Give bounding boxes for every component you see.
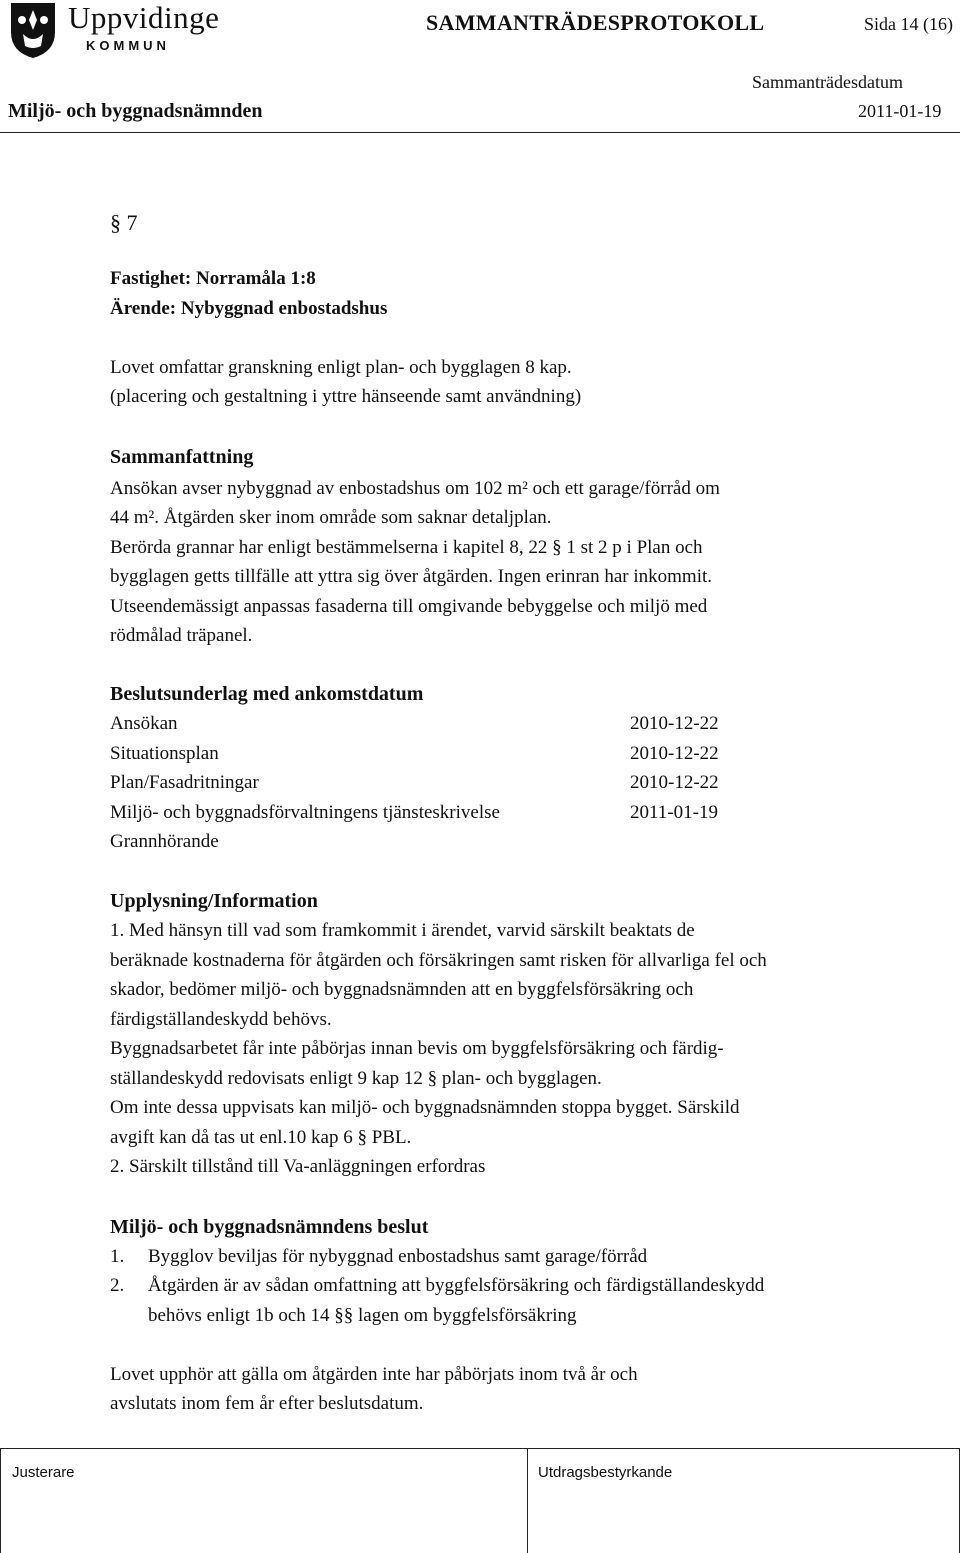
footer-box-edge: [0, 1448, 1, 1553]
decision-heading: Miljö- och byggnadsnämndens beslut: [110, 1216, 429, 1238]
committee-name: Miljö- och byggnadsnämnden: [8, 100, 263, 122]
information-line: 1. Med hänsyn till vad som framkommit i ärendet, varvid särskilt beaktats de: [110, 920, 695, 941]
coat-of-arms-icon: [8, 0, 58, 60]
document-date: 2010-12-22: [630, 743, 719, 764]
logo-subtitle: KOMMUN: [86, 38, 170, 53]
signatory-label: Justerare: [12, 1464, 75, 1481]
information-line: Om inte dessa uppvisats kan miljö- och byggnadsnämnden stoppa bygget. Särskild: [110, 1097, 740, 1118]
document-date: 2010-12-22: [630, 713, 719, 734]
summary-line: bygglagen getts tillfälle att yttra sig över åtgärden. Ingen erinran har inkommit.: [110, 566, 713, 587]
document-date: 2011-01-19: [630, 802, 718, 823]
document-name: Grannhörande: [110, 831, 219, 852]
summary-line: Utseendemässigt anpassas fasaderna till omgivande bebyggelse och miljö med: [110, 596, 708, 617]
document-name: Miljö- och byggnadsförvaltningens tjänsteskrivelse: [110, 802, 500, 823]
document-date: 2010-12-22: [630, 772, 719, 793]
summary-line: 44 m². Åtgärden sker inom område som saknar detaljplan.: [110, 507, 552, 528]
header-divider: [0, 132, 960, 133]
decision-text-continued: behövs enligt 1b och 14 §§ lagen om byggfelsförsäkring: [148, 1305, 577, 1326]
scope-line-2: (placering och gestaltning i yttre hänseende samt användning): [110, 386, 582, 407]
information-line: skador, bedömer miljö- och byggnadsnämnden att en byggfelsförsäkring och: [110, 979, 694, 1000]
document-name: Ansökan: [110, 713, 178, 734]
document-name: Plan/Fasadritningar: [110, 772, 259, 793]
extract-certification-label: Utdragsbestyrkande: [538, 1464, 673, 1481]
closing-line: Lovet upphör att gälla om åtgärden inte har påbörjats inom två år och: [110, 1364, 638, 1385]
document-name: Situationsplan: [110, 743, 219, 764]
decision-text: Bygglov beviljas för nybyggnad enbostadshus samt garage/förråd: [148, 1246, 648, 1267]
closing-line: avslutats inom fem år efter beslutsdatum.: [110, 1393, 424, 1414]
paragraph-number: § 7: [110, 210, 138, 235]
information-line: Byggnadsarbetet får inte påbörjas innan bevis om byggfelsförsäkring och färdig-: [110, 1038, 724, 1059]
decision-number: 1.: [110, 1246, 125, 1267]
decision-number: 2.: [110, 1275, 125, 1296]
logo-name: Uppvidinge: [68, 0, 220, 35]
footer-box-separator: [527, 1448, 528, 1553]
information-heading: Upplysning/Information: [110, 890, 318, 912]
decision-item: [110, 1246, 648, 1268]
page-number: Sida 14 (16): [864, 14, 953, 34]
scope-line-1: Lovet omfattar granskning enligt plan- och bygglagen 8 kap.: [110, 357, 572, 378]
documents-heading: Beslutsunderlag med ankomstdatum: [110, 683, 424, 705]
information-line: ställandeskydd redovisats enligt 9 kap 12 § plan- och bygglagen.: [110, 1068, 602, 1089]
meeting-date: 2011-01-19: [858, 101, 942, 121]
case-line: Ärende: Nybyggnad enbostadshus: [110, 298, 388, 319]
information-line: 2. Särskilt tillstånd till Va-anläggningen erfordras: [110, 1156, 486, 1177]
summary-line: rödmålad träpanel.: [110, 625, 253, 646]
decision-text: Åtgärden är av sådan omfattning att byggfelsförsäkring och färdigställandeskydd: [148, 1275, 765, 1296]
property-line: Fastighet: Norramåla 1:8: [110, 268, 316, 289]
information-line: beräknade kostnaderna för åtgärden och försäkringen samt risken för allvarliga fel och: [110, 950, 767, 971]
summary-heading: Sammanfattning: [110, 446, 254, 468]
decision-item: [110, 1275, 765, 1297]
information-line: färdigställandeskydd behövs.: [110, 1009, 332, 1030]
meeting-date-label: Sammanträdesdatum: [752, 72, 903, 92]
document-title: SAMMANTRÄDESPROTOKOLL: [426, 10, 765, 35]
municipality-logo: [8, 0, 220, 62]
summary-line: Berörda grannar har enligt bestämmelserna i kapitel 8, 22 § 1 st 2 p i Plan och: [110, 537, 703, 558]
summary-line: Ansökan avser nybyggnad av enbostadshus om 102 m² och ett garage/förråd om: [110, 478, 720, 499]
information-line: avgift kan då tas ut enl.10 kap 6 § PBL.: [110, 1127, 412, 1148]
footer-divider: [0, 1448, 960, 1449]
